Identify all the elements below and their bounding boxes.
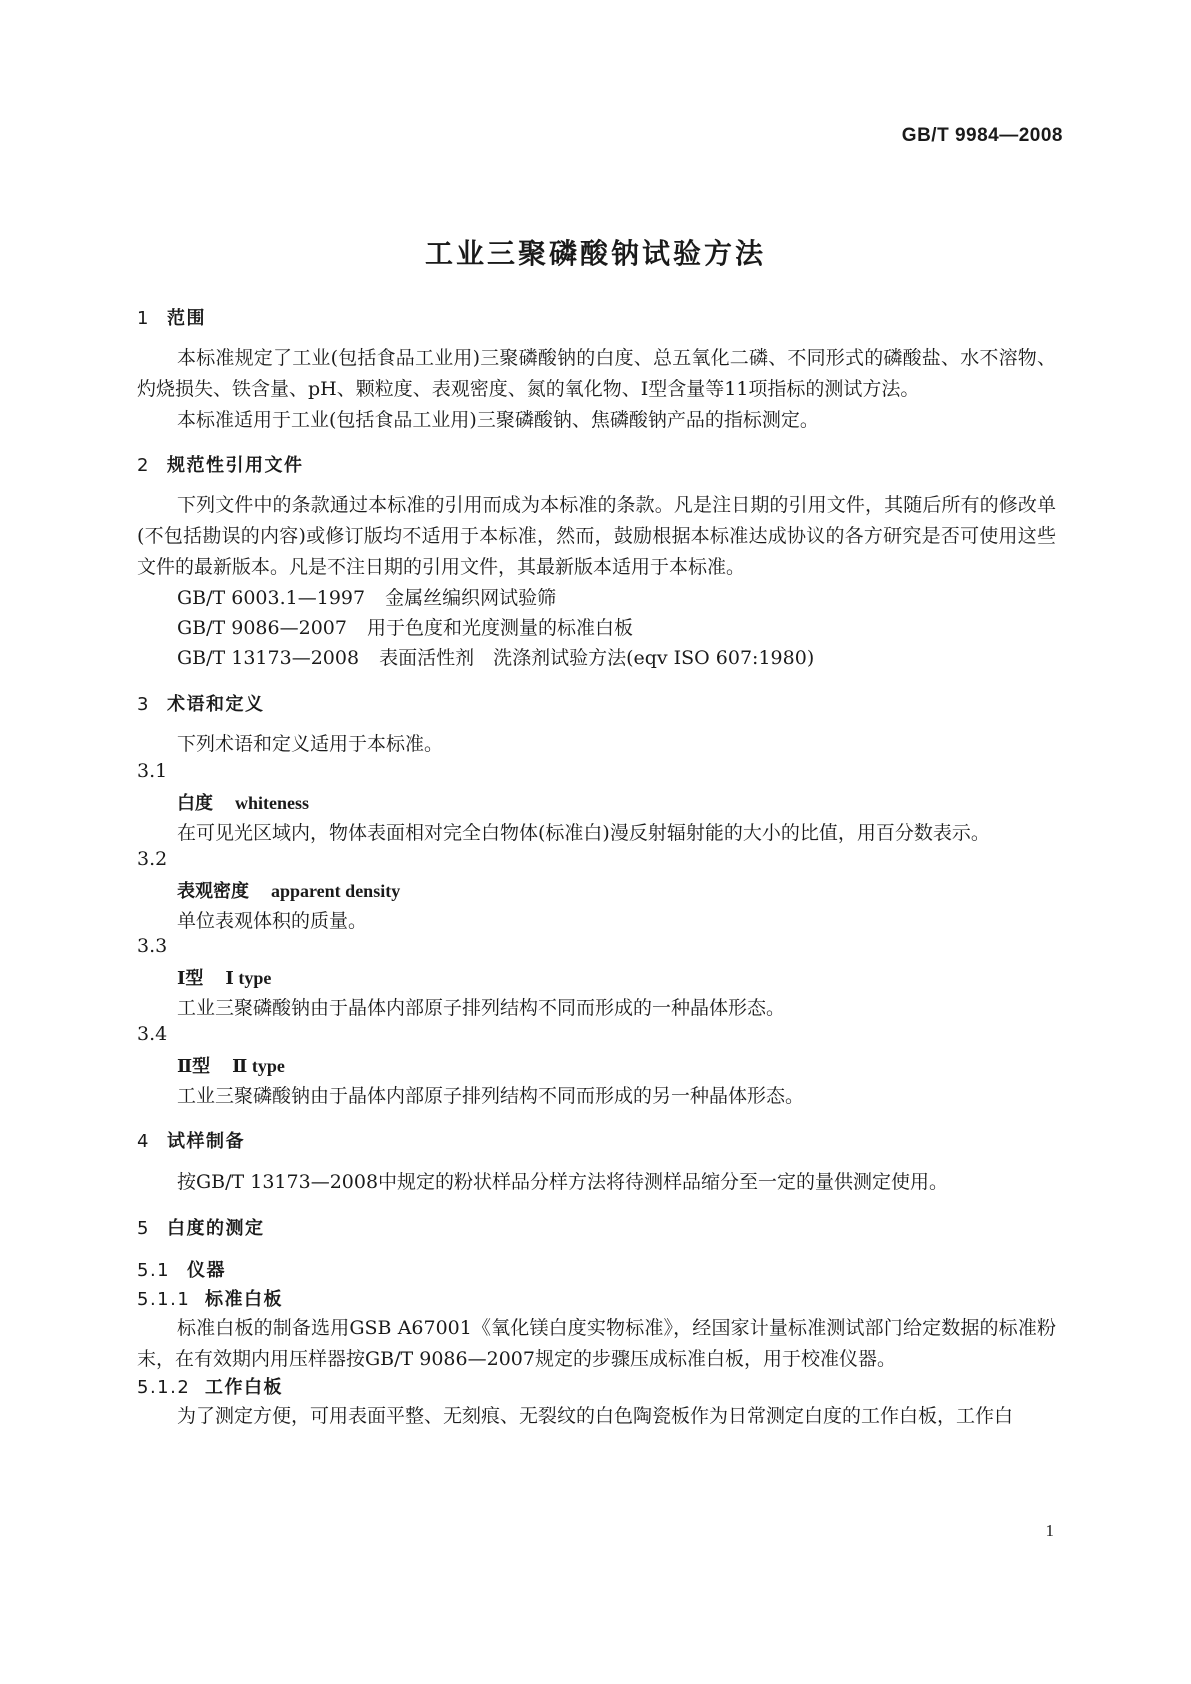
term-en: apparent density <box>271 881 401 901</box>
document-title: 工业三聚磷酸钠试验方法 <box>424 237 766 270</box>
section-4-heading <box>137 1127 245 1153</box>
reference-item <box>177 613 633 640</box>
section-1-paragraph-2: 本标准适用于工业(包括食品工业用)三聚磷酸钠、焦磷酸钠产品的指标测定。 <box>177 409 819 431</box>
term-zh: 表观密度 <box>177 881 249 902</box>
section-2-paragraph-1: 下列文件中的条款通过本标准的引用而成为本标准的条款。凡是注日期的引用文件，其随后所有的修改单(不包括勘误的内容)或修订版均不适用于本标准，然而，鼓励根据本标准达成协议的各方研究是否可使用这些文件的最新版本。凡是不注日期的引用文件，其最新版本适用于本标准。 <box>137 494 1056 578</box>
section-title: 范围 <box>167 308 206 329</box>
reference-code: GB/T 9086—2007 <box>177 617 347 639</box>
section-2-heading <box>137 451 304 477</box>
subsection-5-1-1-paragraph: 标准白板的制备选用GSB A67001《氧化镁白度实物标准》，经国家计量标准测试部门给定数据的标准粉末，在有效期内用压样器按GB/T 9086—2007规定的步骤压成标准白板，用于校准仪器。 <box>137 1317 1056 1370</box>
term-number: 3.2 <box>137 848 168 870</box>
section-number: 5 <box>137 1218 150 1239</box>
term-zh: Ⅰ型 <box>177 968 204 989</box>
subsection-5-1-1-heading <box>137 1285 283 1311</box>
term-definition: 工业三聚磷酸钠由于晶体内部原子排列结构不同而形成的另一种晶体形态。 <box>177 1085 805 1107</box>
term-heading <box>177 877 400 903</box>
term-heading <box>177 1052 285 1078</box>
subsection-5-1-2-paragraph: 为了测定方便，可用表面平整、无刻痕、无裂纹的白色陶瓷板作为日常测定白度的工作白板，工作白 <box>177 1405 1014 1427</box>
term-definition: 工业三聚磷酸钠由于晶体内部原子排列结构不同而形成的一种晶体形态。 <box>177 997 786 1019</box>
term-heading <box>177 964 271 990</box>
term-zh: 白度 <box>177 793 213 814</box>
section-title: 仪器 <box>187 1260 226 1281</box>
reference-item <box>177 643 814 670</box>
reference-name: 金属丝编织网试验筛 <box>385 587 557 609</box>
section-3-heading <box>137 690 265 716</box>
section-number: 4 <box>137 1131 150 1152</box>
section-number: 5.1.2 <box>137 1377 191 1398</box>
term-zh: Ⅱ型 <box>177 1056 211 1077</box>
term-heading <box>177 789 309 815</box>
section-title: 规范性引用文件 <box>167 455 304 476</box>
section-number: 1 <box>137 308 150 329</box>
term-number: 3.1 <box>137 760 168 782</box>
section-title: 试样制备 <box>167 1131 245 1152</box>
subsection-5-1-2-heading <box>137 1373 283 1399</box>
reference-code: GB/T 6003.1—1997 <box>177 587 366 609</box>
section-title: 标准白板 <box>205 1289 283 1310</box>
section-title: 工作白板 <box>205 1377 283 1398</box>
reference-item <box>177 583 556 610</box>
section-1-heading <box>137 304 206 330</box>
page-number: 1 <box>1045 1521 1054 1540</box>
subsection-5-1-heading <box>137 1256 226 1282</box>
section-number: 3 <box>137 694 150 715</box>
section-number: 5.1 <box>137 1260 171 1281</box>
section-title: 白度的测定 <box>167 1218 265 1239</box>
reference-name: 用于色度和光度测量的标准白板 <box>366 617 633 639</box>
section-number: 5.1.1 <box>137 1289 191 1310</box>
term-en: Ⅰ type <box>225 968 272 988</box>
section-1-paragraph-1: 本标准规定了工业(包括食品工业用)三聚磷酸钠的白度、总五氧化二磷、不同形式的磷酸盐、水不溶物、灼烧损失、铁含量、pH、颗粒度、表观密度、氮的氧化物、Ⅰ型含量等11项指标的测试方法。 <box>137 347 1056 400</box>
term-en: whiteness <box>235 793 310 813</box>
section-4-paragraph-1: 按GB/T 13173—2008中规定的粉状样品分样方法将待测样品缩分至一定的量供测定使用。 <box>177 1171 949 1193</box>
term-number: 3.3 <box>137 935 168 957</box>
standard-number: GB/T 9984—2008 <box>901 125 1063 146</box>
term-definition: 单位表观体积的质量。 <box>177 910 368 932</box>
section-number: 2 <box>137 455 150 476</box>
section-5-heading <box>137 1214 265 1240</box>
section-3-intro: 下列术语和定义适用于本标准。 <box>177 733 444 755</box>
term-en: Ⅱ type <box>232 1056 285 1076</box>
reference-code: GB/T 13173—2008 <box>177 647 360 669</box>
reference-name: 表面活性剂 洗涤剂试验方法(eqv ISO 607:1980) <box>379 647 815 669</box>
term-definition: 在可见光区域内，物体表面相对完全白物体(标准白)漫反射辐射能的大小的比值，用百分数表示。 <box>177 822 990 844</box>
section-title: 术语和定义 <box>167 694 265 715</box>
term-number: 3.4 <box>137 1023 168 1045</box>
